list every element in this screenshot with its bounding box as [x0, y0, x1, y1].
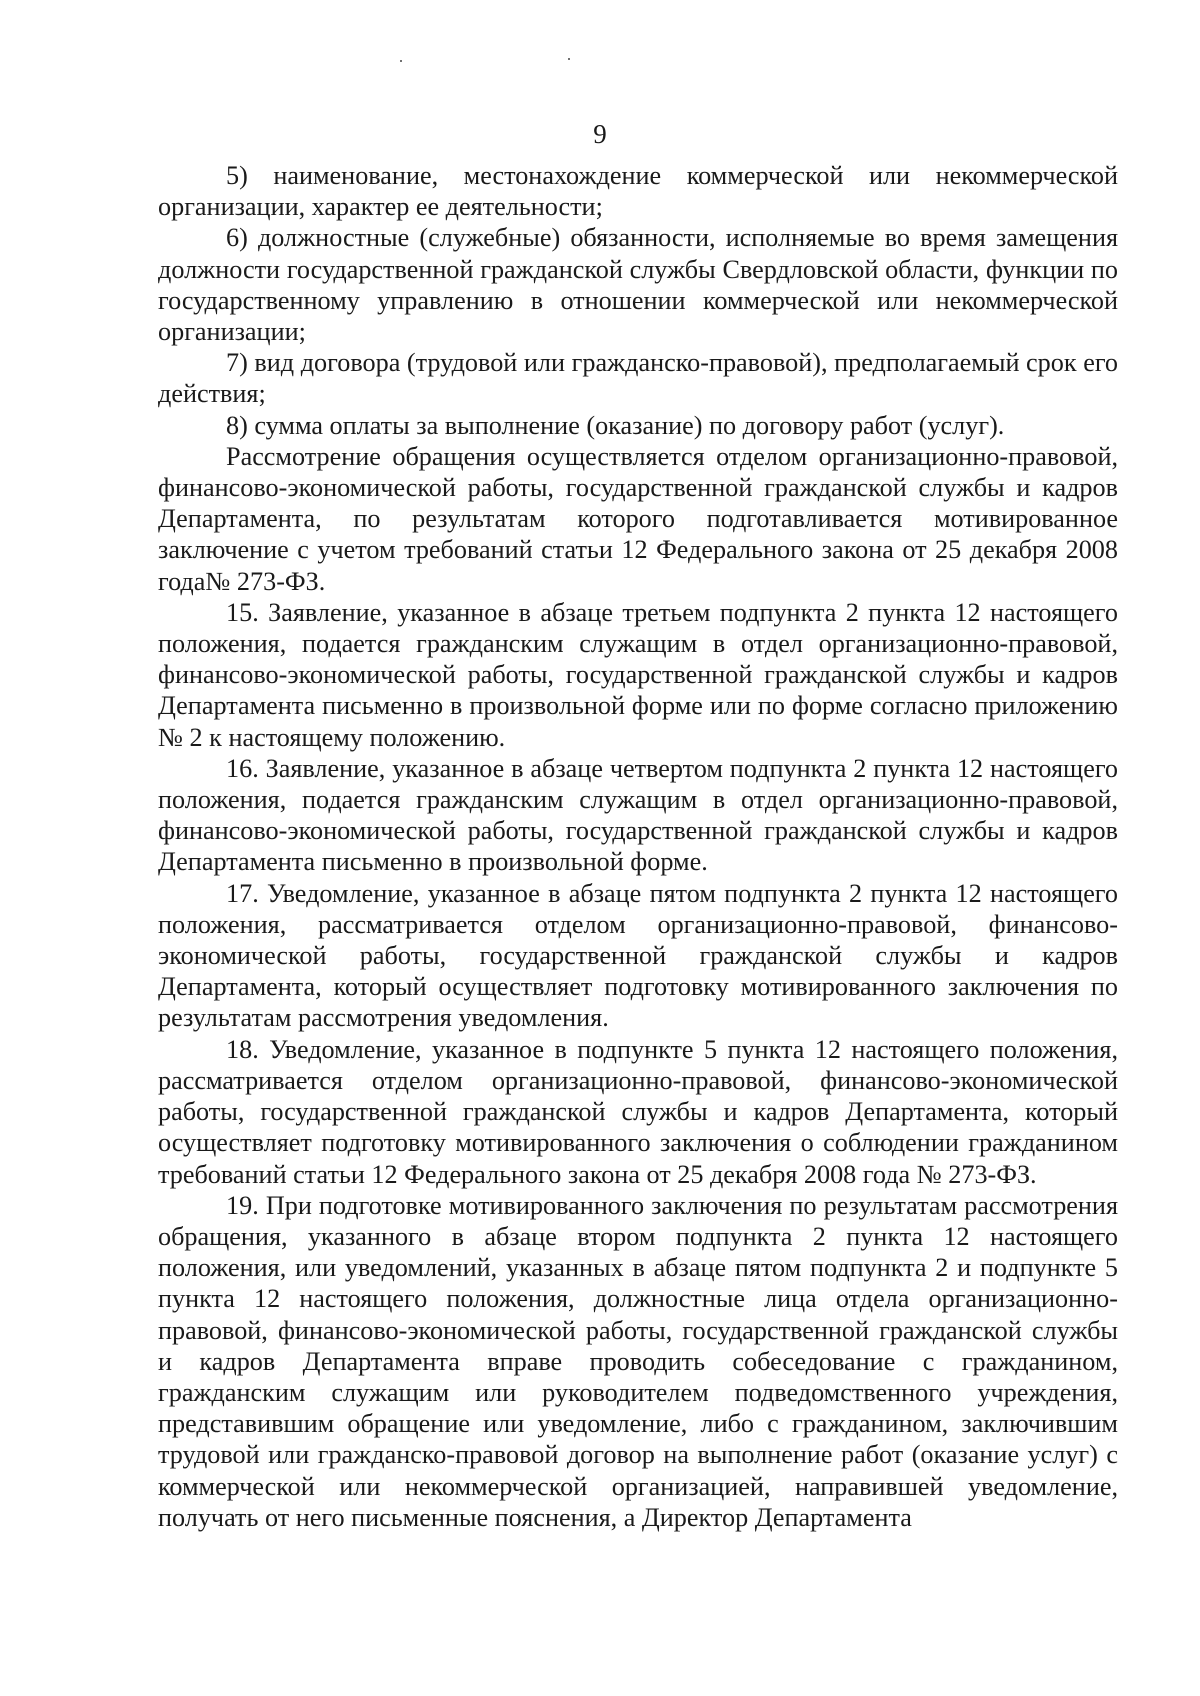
paragraph-item-8: 8) сумма оплаты за выполнение (оказание) по договору работ (услуг).	[226, 410, 1005, 440]
scan-speck	[400, 60, 402, 62]
paragraph-clause-16: 16. Заявление, указанное в абзаце четвертом подпункта 2 пункта 12 настоящего положения, подается гражданским служащим в отдел организационно-правовой, финансово-экономической работы, государственной гражданской службы и кадров Департамента письменно в произвольной форме.	[158, 753, 1118, 877]
paragraph-item-7: 7) вид договора (трудовой или гражданско-правовой), предполагаемый срок его действия;	[158, 348, 1118, 409]
paragraph-clause-15: 15. Заявление, указанное в абзаце третьем подпункта 2 пункта 12 настоящего положения, подается гражданским служащим в отдел организационно-правовой, финансово-экономической работы, государственной гражданской службы и кадров Департамента письменно в произвольной форме или по форме согласно приложению № 2 к настоящему положению.	[158, 597, 1118, 752]
paragraph-clause-18: 18. Уведомление, указанное в подпункте 5 пункта 12 настоящего положения, рассматривается отделом организационно-правовой, финансово-экономической работы, государственной гражданской службы и кадров Департамента, который осуществляет подготовку мотивированного заключения о соблюдении гражданином требований статьи 12 Федерального закона от 25 декабря 2008 года № 273-ФЗ.	[158, 1034, 1118, 1189]
scan-specks	[398, 58, 598, 64]
paragraph-item-6: 6) должностные (служебные) обязанности, исполняемые во время замещения должности государственной гражданской службы Свердловской области, функции по государственному управлению в отношении коммерческой или некоммерческой организации;	[158, 223, 1118, 347]
paragraph-clause-17: 17. Уведомление, указанное в абзаце пятом подпункта 2 пункта 12 настоящего положения, рассматривается отделом организационно-правовой, финансово-экономической работы, государственной гражданской службы и кадров Департамента, который осуществляет подготовку мотивированного заключения по результатам рассмотрения уведомления.	[158, 878, 1118, 1033]
paragraph-item-5: 5) наименование, местонахождение коммерческой или некоммерческой организации, характер ее деятельности;	[158, 161, 1118, 222]
scan-speck	[568, 58, 570, 60]
page-number: 9	[593, 119, 607, 149]
document-body	[158, 160, 1118, 1533]
paragraph-review-procedure: Рассмотрение обращения осуществляется отделом организационно-правовой, финансово-экономической работы, государственной гражданской службы и кадров Департамента, по результатам которого подготавливается мотивированное заключение с учетом требований статьи 12 Федерального закона от 25 декабря 2008 года№ 273-ФЗ.	[158, 441, 1118, 596]
paragraph-clause-19: 19. При подготовке мотивированного заключения по результатам рассмотрения обращения, указанного в абзаце втором подпункта 2 пункта 12 настоящего положения, или уведомлений, указанных в абзаце пятом подпункта 2 и подпункте 5 пункта 12 настоящего положения, должностные лица отдела организационно-правовой, финансово-экономической работы, государственной гражданской службы и кадров Департамента вправе проводить собеседование с гражданином, гражданским служащим или руководителем подведомственного учреждения, представившим обращение или уведомление, либо с гражданином, заключившим трудовой или гражданско-правовой договор на выполнение работ (оказание услуг) с коммерческой или некоммерческой организацией, направившей уведомление, получать от него письменные пояснения, а Директор Департамента	[158, 1190, 1118, 1532]
